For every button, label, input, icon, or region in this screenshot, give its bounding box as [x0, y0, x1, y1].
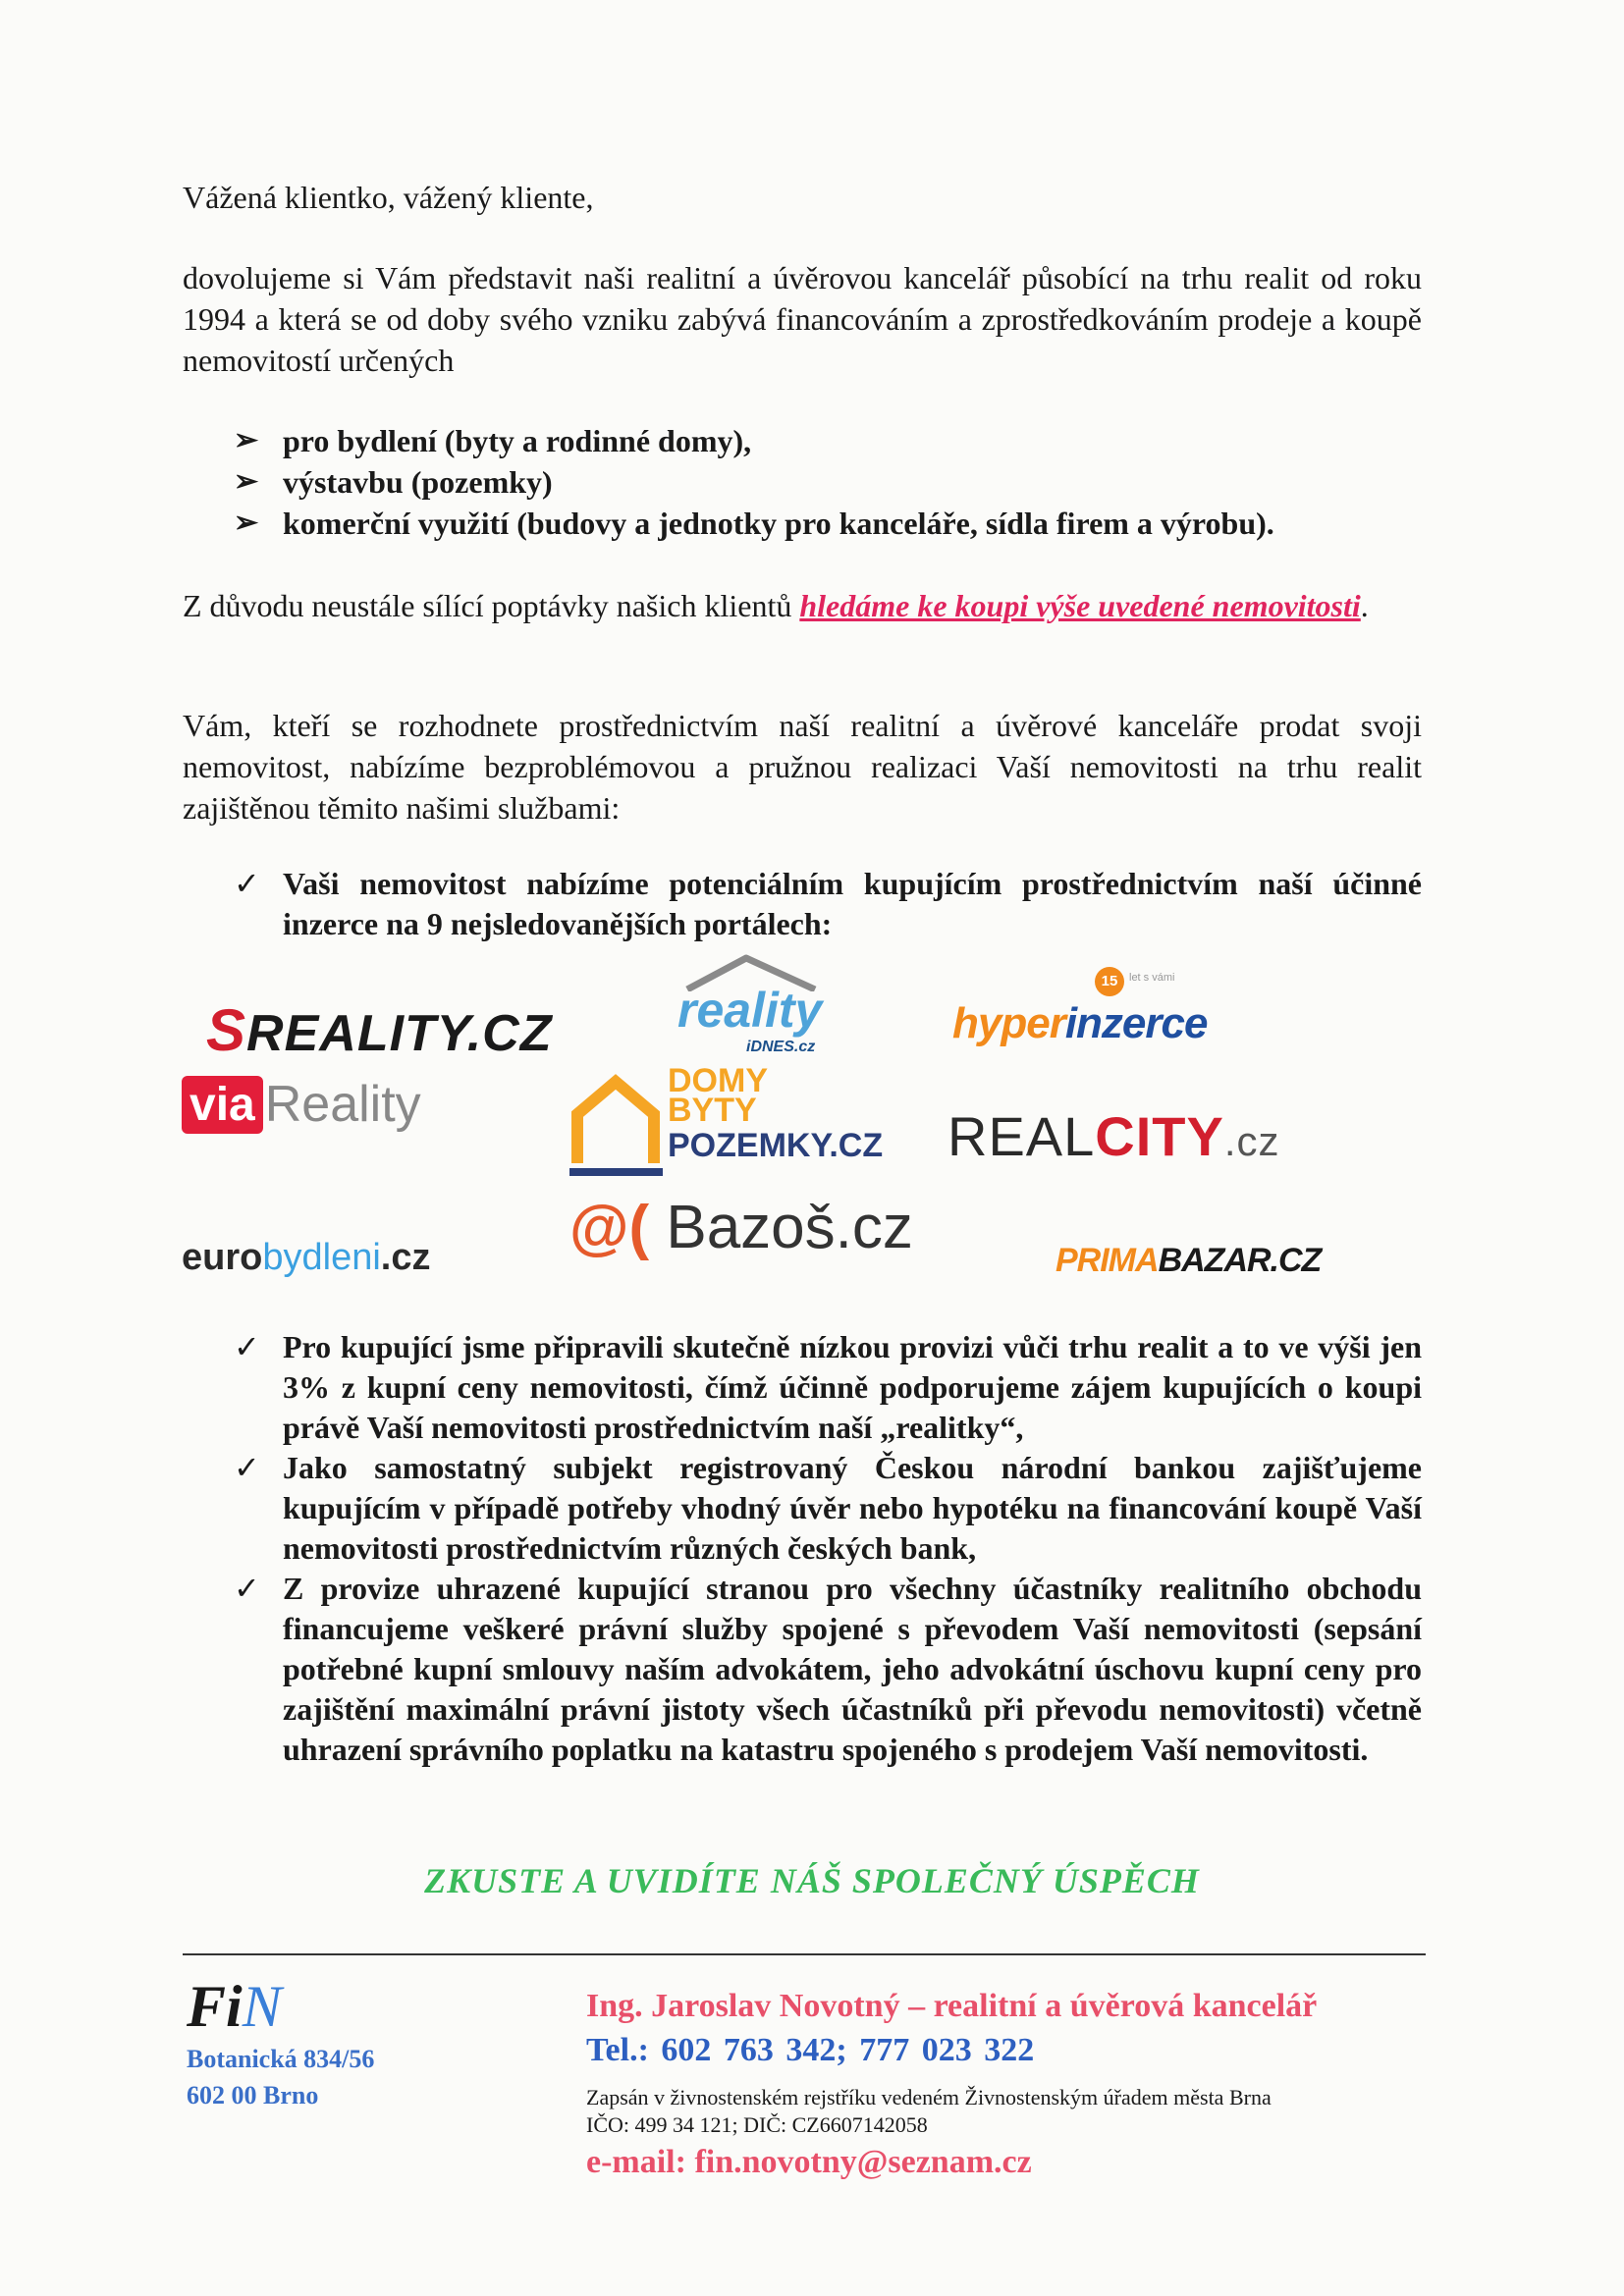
footer-divider: [183, 1953, 1426, 1955]
list-item: ➢ pro bydlení (byty a rodinné domy),: [234, 420, 1274, 461]
via-reality-logo: via Reality: [182, 1075, 421, 1153]
list-item: ✓ Jako samostatný subjekt registrovaný Českou národní bankou zajišťujeme kupujícím v případě potřeby vhodný úvěr nebo hypotéku na financování koupě Vaší nemovitosti prostřednictvím různých českých bank,: [234, 1450, 1422, 1566]
list-item: ➢ výstavbu (pozemky): [234, 461, 1274, 503]
email-link[interactable]: e-mail: fin.novotny@seznam.cz: [586, 2144, 1032, 2180]
primabazar-logo: PRIMABAZAR.CZ: [1056, 1242, 1322, 1279]
company-ids: IČO: 499 34 121; DIČ: CZ6607142058: [586, 2112, 928, 2137]
arrow-bullet-icon: ➢: [234, 424, 259, 456]
eurobydleni-logo: eurobydleni.cz: [182, 1237, 431, 1278]
arrow-bullet-icon: ➢: [234, 507, 259, 539]
list-item: ➢ komerční využití (budovy a jednotky pro kanceláře, sídla firem a výrobu).: [234, 503, 1274, 544]
demand-paragraph: Z důvodu neustále sílící poptávky našich klientů hledáme ke koupi výše uvedené nemovitosti.: [183, 588, 1369, 623]
sreality-logo: SREALITY.CZ: [206, 997, 553, 1063]
checkmark-icon: ✓: [234, 1450, 260, 1485]
bazos-logo: @( Bazoš.cz: [569, 1194, 913, 1261]
purpose-list: [234, 420, 1274, 544]
registration-note: Zapsán v živnostenském rejstříku vedeném Živnostenským úřadem města Brna: [586, 2085, 1272, 2109]
checkmark-icon: ✓: [234, 866, 260, 901]
wanted-properties-link[interactable]: hledáme ke koupi výše uvedené nemovitosti: [799, 588, 1361, 623]
portal-logos: [167, 942, 1443, 1296]
address-street: Botanická 834/56: [187, 2045, 375, 2073]
list-item: ✓ Vaši nemovitost nabízíme potenciálním kupujícím prostřednictvím naší účinné inzerce na 9 nejsledovanějších portálech:: [234, 866, 1422, 941]
fin-logo: FiN: [187, 1974, 282, 2039]
greeting: Vážená klientko, vážený kliente,: [183, 180, 594, 215]
checkmark-icon: ✓: [234, 1571, 260, 1606]
hyperinzerce-logo: 15 let s vámi hyperinzerce: [952, 962, 1208, 1060]
services-intro: Vám, kteří se rozhodnete prostřednictvím naší realitní a úvěrové kanceláře prodat svoji nemovitost, nabízíme bezproblémovou a pružnou realizaci Vaší nemovitosti na trhu realit zajištěnou těmito našimi službami:: [183, 708, 1422, 826]
phone-numbers[interactable]: Tel.: 602 763 342; 777 023 322: [586, 2032, 1035, 2068]
arrow-bullet-icon: ➢: [234, 465, 259, 498]
reality-idnes-logo: reality iDNES.cz: [658, 952, 893, 1060]
list-item: ✓ Pro kupující jsme připravili skutečně nízkou provizi vůči trhu realit a to ve výši jen 3% z kupní ceny nemovitosti, čímž účinně podporujeme zájem kupujících o koupi právě Vaší nemovitosti prostřednictvím naší „realitky“,: [234, 1329, 1422, 1445]
domy-byty-pozemky-logo: DOMY BYTY POZEMKY.CZ: [569, 1060, 844, 1188]
realcity-logo: REALCITY.cz: [947, 1105, 1280, 1167]
services-list-top: [234, 864, 1422, 944]
services-list-bottom: [234, 1327, 1422, 1770]
address-city: 602 00 Brno: [187, 2081, 319, 2109]
office-name: Ing. Jaroslav Novotný – realitní a úvěrová kancelář: [586, 1988, 1318, 2024]
checkmark-icon: ✓: [234, 1329, 260, 1364]
list-item: ✓ Z provize uhrazené kupující stranou pro všechny účastníky realitního obchodu financujeme veškeré právní služby spojené s převodem Vaší nemovitosti (sepsání potřebné kupní smlouvy naším advokátem, jeho advokátní úschovu kupní ceny pro zajištění maximální právní jistoty všech účastníků při převodu nemovitosti) včetně uhrazení správního poplatku na katastru spojeného s prodejem Vaší nemovitosti.: [234, 1571, 1422, 1767]
slogan: ZKUSTE A UVIDÍTE NÁŠ SPOLEČNÝ ÚSPĚCH: [424, 1861, 1200, 1900]
house-icon: [569, 1070, 663, 1178]
intro-paragraph: dovolujeme si Vám představit naši realitní a úvěrovou kancelář působící na trhu realit od roku 1994 a která se od doby svého vzniku zabývá financováním a zprostředkováním prodeje a koupě nemovitostí určených: [183, 260, 1422, 378]
